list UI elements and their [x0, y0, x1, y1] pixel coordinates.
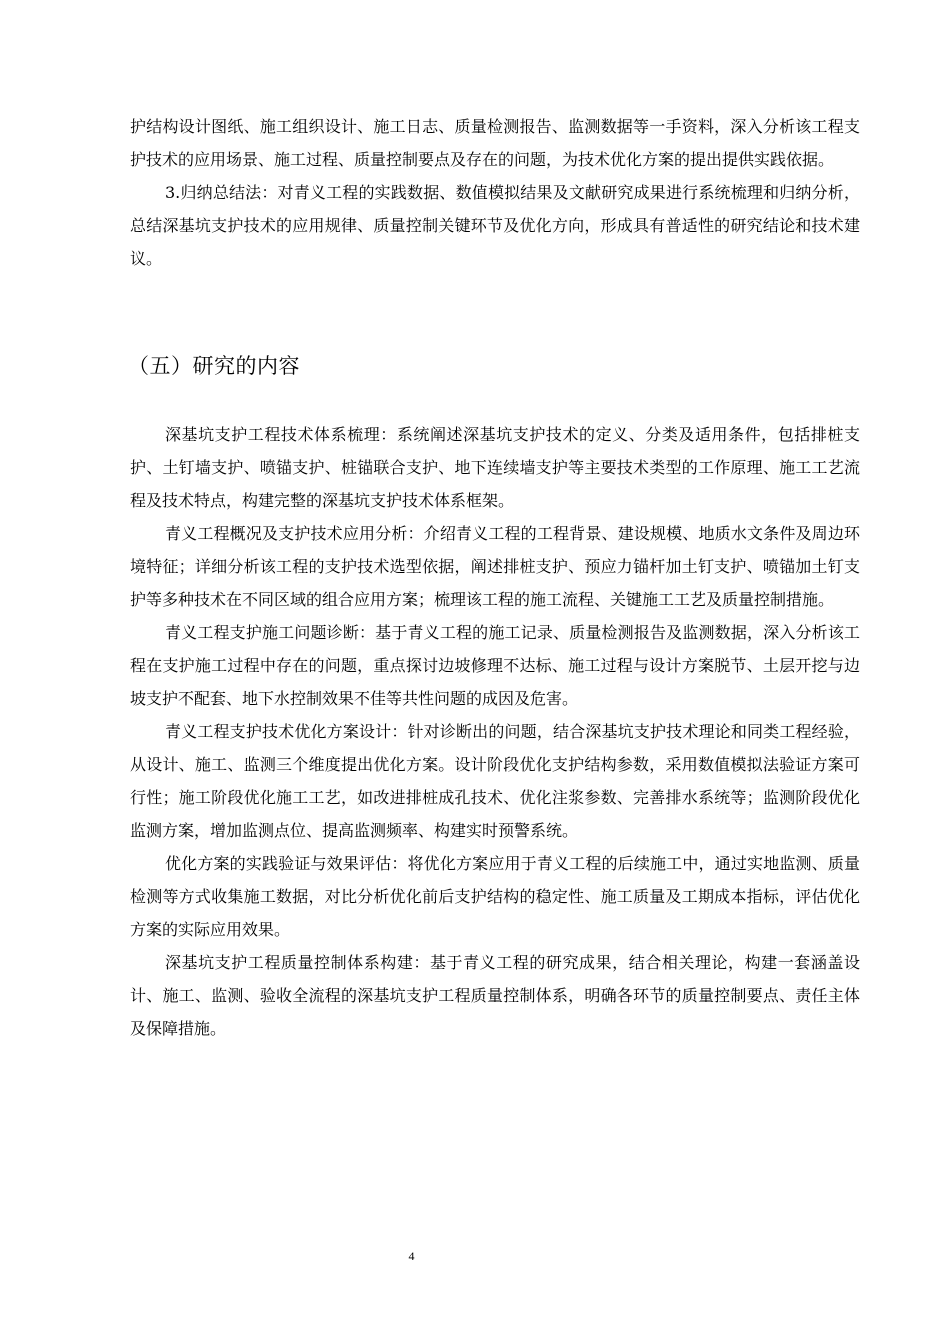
- paragraph: 青义工程概况及支护技术应用分析：介绍青义工程的工程背景、建设规模、地质水文条件及周边环境特征；详细分析该工程的支护技术选型依据，阐述排桩支护、预应力锚杆加土钉支护、喷锚加土钉支护等多种技术在不同区域的组合应用方案；梳理该工程的施工流程、关键施工工艺及质量控制措施。: [130, 524, 860, 609]
- research-content-section: [130, 418, 860, 1045]
- paragraph: 深基坑支护工程质量控制体系构建：基于青义工程的研究成果，结合相关理论，构建一套涵盖设计、施工、监测、验收全流程的深基坑支护工程质量控制体系，明确各环节的质量控制要点、责任主体及保障措施。: [130, 953, 860, 1038]
- section-heading: （五）研究的内容: [128, 354, 300, 378]
- paragraph: 青义工程支护技术优化方案设计：针对诊断出的问题，结合深基坑支护技术理论和同类工程经验，从设计、施工、监测三个维度提出优化方案。设计阶段优化支护结构参数，采用数值模拟法验证方案可行性；施工阶段优化施工工艺，如改进排桩成孔技术、优化注浆参数、完善排水系统等；监测阶段优化监测方案，增加监测点位、提高监测频率、构建实时预警系统。: [130, 722, 860, 840]
- paragraph-continuation: 护结构设计图纸、施工组织设计、施工日志、质量检测报告、监测数据等一手资料，深入分析该工程支护技术的应用场景、施工过程、质量控制要点及存在的问题，为技术优化方案的提出提供实践依据。: [130, 117, 860, 169]
- paragraph: 深基坑支护工程技术体系梳理：系统阐述深基坑支护技术的定义、分类及适用条件，包括排桩支护、土钉墙支护、喷锚支护、桩锚联合支护、地下连续墙支护等主要技术类型的工作原理、施工工艺流程及技术特点，构建完整的深基坑支护技术体系框架。: [130, 425, 860, 510]
- paragraph: 青义工程支护施工问题诊断：基于青义工程的施工记录、质量检测报告及监测数据，深入分析该工程在支护施工过程中存在的问题，重点探讨边坡修理不达标、施工过程与设计方案脱节、土层开挖与边坡支护不配套、地下水控制效果不佳等共性问题的成因及危害。: [130, 623, 860, 708]
- paragraph: 优化方案的实践验证与效果评估：将优化方案应用于青义工程的后续施工中，通过实地监测、质量检测等方式收集施工数据，对比分析优化前后支护结构的稳定性、施工质量及工期成本指标，评估优化方案的实际应用效果。: [130, 854, 860, 939]
- intro-section: [130, 110, 860, 275]
- paragraph-method-3: 3.归纳总结法：对青义工程的实践数据、数值模拟结果及文献研究成果进行系统梳理和归纳分析，总结深基坑支护技术的应用规律、质量控制关键环节及优化方向，形成具有普适性的研究结论和技术建议。: [130, 183, 860, 268]
- page-number: 4: [408, 1249, 415, 1263]
